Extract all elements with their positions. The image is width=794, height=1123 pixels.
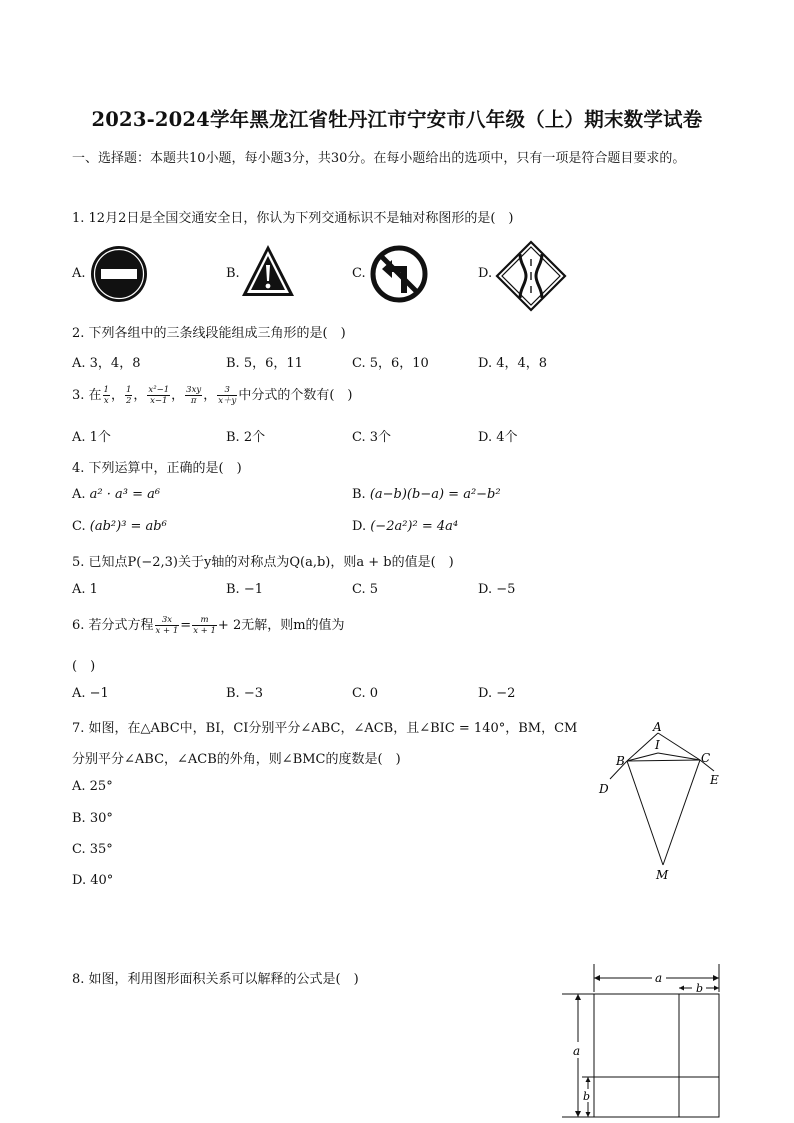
- label-a-top: a: [655, 971, 663, 985]
- fraction-denominator: x + 1: [155, 626, 179, 636]
- option-b-label[interactable]: B.: [226, 266, 240, 281]
- question-6-stem: [72, 614, 345, 636]
- equals-sign: =: [180, 618, 192, 633]
- option-d[interactable]: D. 4，4，8: [478, 356, 548, 371]
- fraction-right: [192, 615, 217, 636]
- label-m: M: [656, 868, 669, 882]
- option-d[interactable]: D. 40°: [72, 873, 114, 888]
- option-d[interactable]: D. −5: [478, 582, 516, 597]
- arrow-head: [713, 975, 719, 981]
- question-6-answer-bracket: ( ): [72, 659, 96, 674]
- stem-prefix: 3. 在: [72, 388, 102, 403]
- separator: ，: [110, 388, 124, 403]
- option-b[interactable]: B. 30°: [72, 811, 113, 826]
- warning-triangle-sign-icon: [240, 243, 296, 299]
- label-e: E: [710, 773, 719, 787]
- fraction-denominator: x−1: [150, 396, 168, 406]
- fraction-denominator: x: [103, 396, 109, 406]
- option-d[interactable]: D. −2: [478, 686, 516, 701]
- separator: ，: [171, 388, 185, 403]
- fraction-left: [155, 615, 180, 636]
- arrow-head: [575, 994, 581, 1000]
- option-a[interactable]: [72, 487, 160, 502]
- question-5-stem: 5. 已知点P(−2,3)关于y轴的对称点为Q(a,b)，则a + b的值是( ): [72, 555, 454, 570]
- arrow-head: [679, 986, 684, 991]
- option-b[interactable]: B. 2个: [226, 430, 266, 445]
- fraction-numerator: 3: [217, 385, 237, 396]
- math-expression: a² · a³ = a⁶: [89, 487, 161, 502]
- fraction-4: [185, 385, 202, 406]
- label-b-top: b: [696, 982, 704, 995]
- fraction-denominator: x＋y: [218, 396, 237, 406]
- stem-prefix: 6. 若分式方程: [72, 618, 154, 633]
- option-c[interactable]: C. 35°: [72, 842, 113, 857]
- no-entry-sign-icon: [89, 244, 149, 304]
- segment-cm: [663, 760, 700, 865]
- label-i: I: [655, 738, 660, 752]
- fraction-2: [125, 385, 132, 406]
- option-c-label[interactable]: C.: [352, 266, 366, 281]
- fraction-1: [103, 385, 110, 406]
- question-1-stem: 1. 12月2日是全国交通安全日，你认为下列交通标识不是轴对称图形的是( ): [72, 211, 514, 226]
- fraction-numerator: x²−1: [148, 385, 170, 395]
- option-c[interactable]: C. 5，6，10: [352, 356, 429, 371]
- question-4-stem: 4. 下列运算中，正确的是( ): [72, 461, 242, 476]
- label-a-left: a: [573, 1044, 581, 1058]
- fraction-numerator: 3x: [155, 615, 180, 626]
- section-heading: 一、选择题：本题共10小题，每小题3分，共30分。在每小题给出的选项中，只有一项是符合题目要求的。: [72, 151, 686, 166]
- option-letter: A.: [72, 487, 86, 502]
- question-7-stem: 7. 如图，在△ABC中，BI，CI分别平分∠ABC，∠ACB，且∠BIC = 140°，BM，CM: [72, 721, 578, 736]
- option-d-label[interactable]: D.: [478, 266, 493, 281]
- label-a: A: [653, 720, 662, 734]
- option-c[interactable]: C. 3个: [352, 430, 392, 445]
- label-d: D: [599, 782, 609, 796]
- fraction-numerator: 1: [125, 385, 132, 395]
- option-a[interactable]: A. 25°: [72, 779, 113, 794]
- no-left-turn-sign-icon: [370, 245, 428, 303]
- page-title: 2023-2024学年黑龙江省牡丹江市宁安市八年级（上）期末数学试卷: [91, 108, 703, 131]
- option-a[interactable]: A. 3，4，8: [72, 356, 141, 371]
- segment-bm: [627, 761, 663, 865]
- separator: ，: [133, 388, 147, 403]
- label-c: C: [701, 751, 711, 765]
- option-a[interactable]: A. 1个: [72, 430, 111, 445]
- segment-ac: [658, 733, 700, 760]
- math-expression: (ab²)³ = ab⁶: [89, 519, 167, 534]
- option-a[interactable]: A. 1: [72, 582, 98, 597]
- arrow-head: [575, 1111, 581, 1117]
- option-a[interactable]: A. −1: [72, 686, 109, 701]
- option-a-label[interactable]: A.: [72, 266, 86, 281]
- option-c[interactable]: [72, 519, 167, 534]
- fraction-numerator: m: [192, 615, 217, 626]
- option-letter: B.: [352, 487, 366, 502]
- outer-square: [594, 994, 719, 1117]
- triangle-bisector-figure: [590, 715, 730, 890]
- label-b-left: b: [583, 1090, 591, 1103]
- arrow-head: [586, 1112, 591, 1117]
- option-d[interactable]: [352, 519, 458, 534]
- option-c[interactable]: C. 0: [352, 686, 379, 701]
- question-7-stem-continued: 分别平分∠ABC，∠ACB的外角，则∠BMC的度数是( ): [72, 752, 401, 767]
- separator: ，: [203, 388, 217, 403]
- question-3-stem: [72, 384, 352, 406]
- question-8-stem: 8. 如图，利用图形面积关系可以解释的公式是( ): [72, 972, 359, 987]
- stem-suffix: + 2无解，则m的值为: [217, 618, 345, 633]
- option-letter: D.: [352, 519, 367, 534]
- option-b[interactable]: B. 5，6，11: [226, 356, 303, 371]
- fraction-denominator: π: [190, 396, 197, 406]
- arrow-head: [594, 975, 600, 981]
- math-expression: (a−b)(b−a) = a²−b²: [369, 487, 501, 502]
- option-letter: C.: [72, 519, 86, 534]
- fraction-numerator: 3xy: [186, 385, 202, 395]
- option-b[interactable]: [352, 487, 501, 502]
- fraction-denominator: x + 1: [193, 626, 216, 636]
- fraction-5: [217, 385, 237, 406]
- stem-suffix: 中分式的个数有( ): [238, 388, 353, 403]
- arrow-head: [714, 986, 719, 991]
- square-area-figure: [556, 962, 726, 1123]
- option-d[interactable]: D. 4个: [478, 430, 518, 445]
- segment-bc: [627, 760, 700, 761]
- fraction-denominator: 2: [125, 396, 132, 406]
- option-b[interactable]: B. −1: [226, 582, 263, 597]
- label-b: B: [616, 754, 625, 768]
- fraction-3: [147, 385, 170, 406]
- fraction-numerator: 1: [103, 385, 109, 395]
- option-b[interactable]: B. −3: [226, 686, 263, 701]
- option-c[interactable]: C. 5: [352, 582, 379, 597]
- question-2-stem: 2. 下列各组中的三条线段能组成三角形的是( ): [72, 326, 346, 341]
- math-expression: (−2a²)² = 4a⁴: [370, 519, 459, 534]
- narrow-road-sign-icon: [495, 240, 567, 312]
- arrow-head: [586, 1077, 591, 1082]
